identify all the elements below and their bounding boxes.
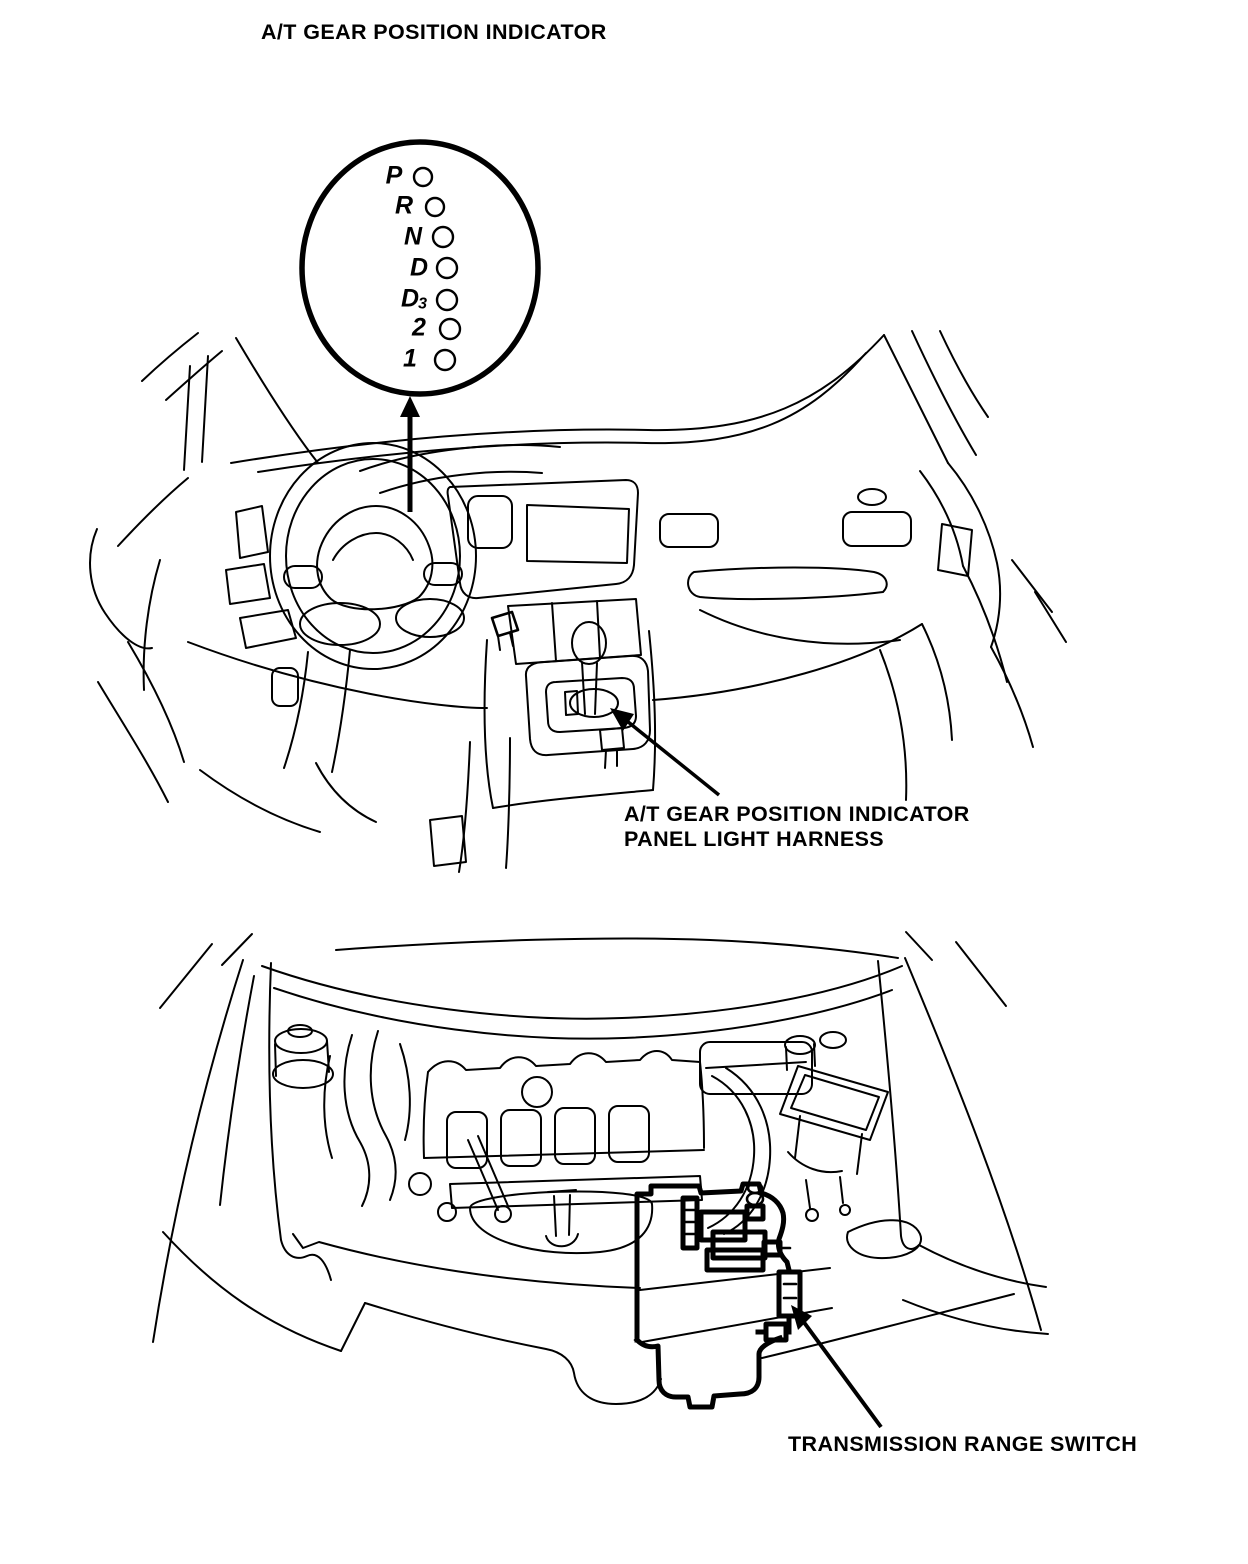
transmission-range-switch-outline bbox=[637, 1183, 800, 1407]
gear-label-p: P bbox=[385, 161, 403, 190]
harness-callout-line2: PANEL LIGHT HARNESS bbox=[624, 827, 885, 851]
harness-callout-line1: A/T GEAR POSITION INDICATOR bbox=[624, 802, 970, 826]
gear-label-d: D bbox=[409, 253, 429, 282]
gear-label-n: N bbox=[403, 222, 423, 251]
figure-title: A/T GEAR POSITION INDICATOR bbox=[261, 20, 607, 44]
switch-callout-label: TRANSMISSION RANGE SWITCH bbox=[788, 1432, 1138, 1456]
gear-label-d3: D3 bbox=[401, 284, 427, 313]
switch-callout-arrow-icon bbox=[791, 1305, 881, 1427]
harness-callout-arrow-icon bbox=[610, 708, 719, 795]
harness-callout-label bbox=[624, 802, 970, 852]
gear-label-r: R bbox=[394, 191, 414, 220]
gear-label-1: 1 bbox=[403, 344, 417, 373]
dashboard-illustration bbox=[90, 331, 1066, 872]
gear-label-2: 2 bbox=[412, 313, 426, 342]
engine-bay-illustration bbox=[153, 932, 1048, 1404]
